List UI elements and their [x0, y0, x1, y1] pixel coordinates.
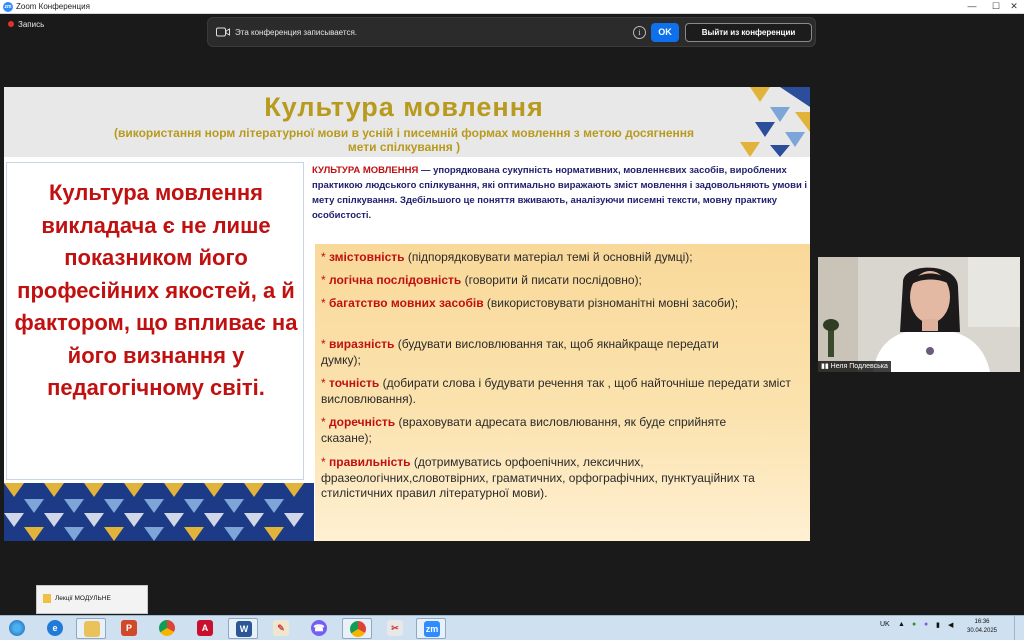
- list-item-text: (підпорядковувати матеріал темі й основній думці);: [404, 250, 693, 264]
- windows-logo-icon: [9, 620, 25, 636]
- definition-text: [312, 163, 810, 223]
- taskbar: [0, 615, 1024, 640]
- definition-body: — упорядкована сукупність нормативних, мовленнєвих засобів, вироблених практикою людського спілкування, які оптимально виражають зміст мовлення і задовольняють умови і мету спілкування. Здебільшого це поняття вживають, аналізуючи писемні тексти, мовну практику особистості.: [312, 165, 808, 221]
- list-item: * логічна послідовність (говорити й писати послідовно);: [321, 273, 642, 287]
- recording-label: Запись: [18, 20, 45, 29]
- snipping-tool-icon: ✂: [387, 620, 403, 636]
- slide-header: [4, 87, 810, 157]
- participant-video-tile[interactable]: [818, 257, 1020, 372]
- record-dot-icon: [8, 21, 14, 27]
- window-title-bar: [0, 0, 1024, 14]
- minimized-window-preview[interactable]: [36, 585, 148, 614]
- participant-video-image: [818, 257, 1020, 372]
- zoom-icon: zm: [424, 621, 440, 637]
- acrobat-icon: A: [197, 620, 213, 636]
- list-item-keyword: багатство мовних засобів: [329, 296, 484, 310]
- taskbar-acrobat[interactable]: [190, 618, 220, 639]
- taskbar-paint[interactable]: [266, 618, 296, 639]
- network-icon[interactable]: ▮: [936, 622, 940, 629]
- list-item-keyword: логічна послідовність: [329, 273, 462, 287]
- chrome-icon: [159, 620, 175, 636]
- list-item-text: (добирати слова і будувати речення так , щоб найточніше передати зміст висловлювання).: [321, 376, 791, 406]
- taskbar-powerpoint[interactable]: [114, 618, 144, 639]
- tray-viber-icon[interactable]: ●: [924, 621, 929, 628]
- recording-notice-text: Эта конференция записывается.: [235, 28, 357, 37]
- geometric-pattern-icon: [740, 87, 810, 157]
- window-title: Zoom Конференция: [16, 2, 90, 11]
- definition-box: [312, 163, 810, 251]
- windows-start-button[interactable]: [2, 618, 32, 639]
- list-item-text: (говорити й писати послідовно);: [461, 273, 642, 287]
- taskbar-file-explorer[interactable]: [76, 618, 106, 639]
- list-item: * багатство мовних засобів (використовувати різноманітні мовні засоби);: [321, 296, 739, 310]
- close-button[interactable]: ✕: [1010, 1, 1018, 11]
- list-item-keyword: змістовність: [329, 250, 405, 264]
- left-quote-box: [6, 162, 304, 480]
- list-item-text: (будувати висловлювання так, щоб якнайкраще передати думку);: [321, 337, 719, 367]
- taskbar-chrome-2[interactable]: [342, 618, 372, 639]
- taskbar-word[interactable]: [228, 618, 258, 639]
- minimize-button[interactable]: —: [967, 1, 977, 11]
- leave-meeting-button[interactable]: Выйти из конференции: [685, 23, 812, 42]
- camera-icon: [216, 27, 230, 37]
- list-item: * виразність (будувати висловлювання так, щоб якнайкраще передати думку);: [321, 337, 719, 367]
- slide-subtitle: (використання норм літературної мови в усній і писемній формах мовлення з метою досягнення мети спілкування ): [113, 126, 694, 154]
- tray-expand-icon[interactable]: ▲: [898, 621, 905, 628]
- recording-indicator[interactable]: [8, 20, 44, 30]
- definition-term: КУЛЬТУРА МОВЛЕННЯ: [312, 165, 419, 176]
- folder-icon: [43, 594, 51, 603]
- show-desktop-button[interactable]: [1014, 616, 1024, 640]
- list-item: * точність (добирати слова і будувати речення так , щоб найточніше передати зміст висловлювання).: [321, 376, 791, 406]
- list-item-keyword: точність: [329, 376, 380, 390]
- taskbar-internet-explorer[interactable]: [40, 618, 70, 639]
- list-item-keyword: доречність: [329, 415, 396, 429]
- clock-time: 16:36: [974, 619, 990, 625]
- chrome-icon: [350, 621, 366, 637]
- clock-date: 30.04.2025: [966, 628, 998, 634]
- left-quote-text: Культура мовлення викладача є не лише показником його професійних якостей, а й фактором, що впливає на його визнання у педагогічному світі.: [14, 180, 298, 400]
- taskbar-viber[interactable]: [304, 618, 334, 639]
- powerpoint-icon: P: [121, 620, 137, 636]
- criteria-list: [315, 244, 810, 541]
- list-item-keyword: виразність: [329, 337, 395, 351]
- zoom-icon: zm: [4, 4, 12, 10]
- minimized-window-label: Лекції МОДУЛЬНЕ: [55, 595, 111, 602]
- recording-notice-banner: [207, 17, 816, 47]
- shared-screen-slide: [4, 87, 810, 541]
- viber-icon: ☎: [311, 620, 327, 636]
- system-clock[interactable]: [962, 618, 1002, 636]
- language-indicator[interactable]: UK: [880, 621, 890, 628]
- maximize-button[interactable]: ☐: [991, 1, 1001, 11]
- list-item: * правильність (дотримуватись орфоепічних, лексичних, фразеологічних,словотвірних, граматичних, орфографічних, пунктуаційних та стилістичних правил літературної мови).: [321, 455, 755, 500]
- volume-icon[interactable]: ◀: [948, 622, 954, 629]
- taskbar-chrome[interactable]: [152, 618, 182, 639]
- list-item-text: (враховувати адресата висловлювання, як буде сприйняте сказане);: [321, 415, 727, 445]
- slide-title: Культура мовлення: [264, 92, 544, 122]
- paint-icon: ✎: [273, 620, 289, 636]
- participant-name-label: ▮▮ Неля Подлевська: [818, 361, 891, 372]
- list-item-text: (дотримуватись орфоепічних, лексичних, фразеологічних,словотвірних, граматичних, орфографічних, пунктуаційних та стилістичних правил літературної мови).: [321, 455, 755, 500]
- ok-button[interactable]: OK: [651, 23, 679, 42]
- list-item: * змістовність (підпорядковувати матеріал темі й основній думці);: [321, 250, 693, 264]
- list-item: * доречність (враховувати адресата висловлювання, як буде сприйняте сказане);: [321, 415, 727, 445]
- list-item-text: (використовувати різноманітні мовні засоби);: [483, 296, 739, 310]
- taskbar-snipping-tool[interactable]: [380, 618, 410, 639]
- internet-explorer-icon: e: [47, 620, 63, 636]
- taskbar-zoom[interactable]: [416, 618, 446, 639]
- folder-icon: [84, 621, 100, 637]
- tray-app-icon[interactable]: ●: [912, 621, 917, 628]
- info-icon[interactable]: i: [633, 26, 646, 39]
- word-icon: W: [236, 621, 252, 637]
- list-item-keyword: правильність: [329, 455, 411, 469]
- decorative-pattern-icon: [4, 483, 314, 541]
